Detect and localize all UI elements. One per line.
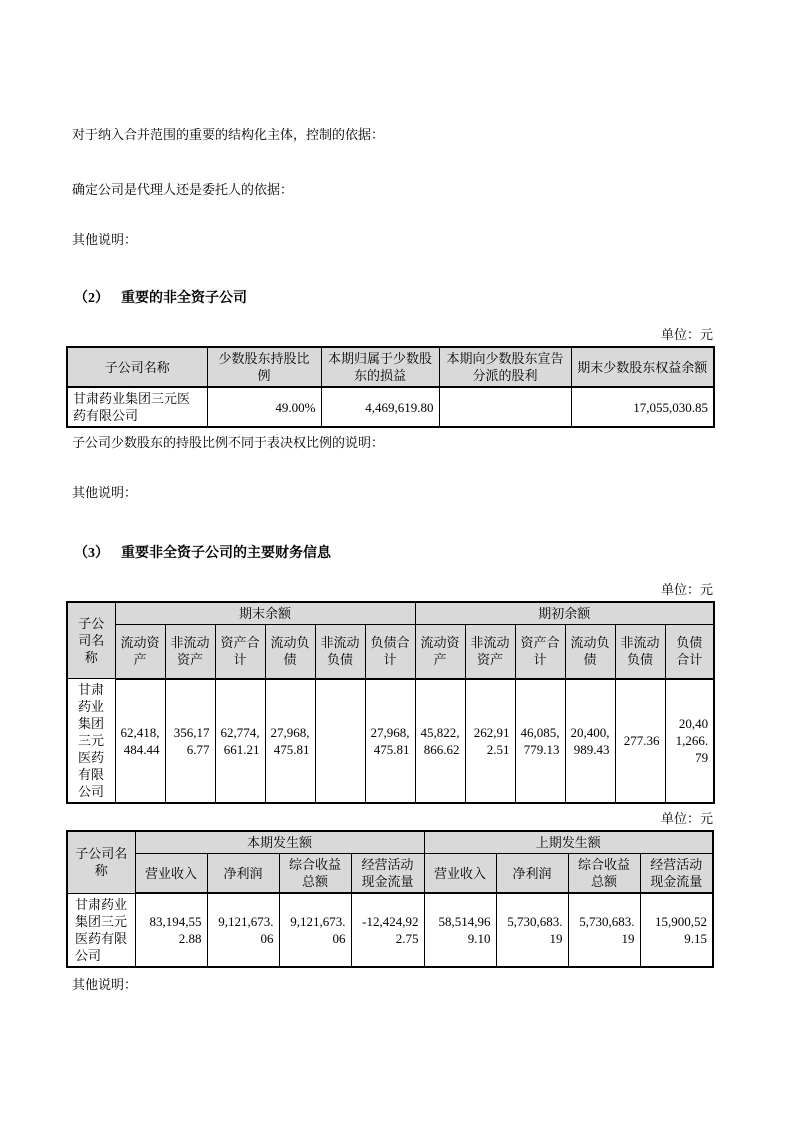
column-header: 非流动资产 [465, 625, 515, 679]
ending-total-liabilities-cell: 27,968,475.81 [365, 679, 415, 804]
beginning-noncurrent-liabilities-cell: 277.36 [615, 679, 665, 804]
corner-header: 子公司名称 [67, 602, 115, 679]
table-row [67, 893, 713, 967]
current-revenue-cell: 83,194,552.88 [135, 893, 207, 967]
column-header: 综合收益总额 [279, 854, 351, 894]
section-heading-2 [66, 290, 713, 308]
column-header: 子公司名称 [67, 347, 207, 387]
income-cashflow-table [66, 830, 714, 968]
paragraph-agent-principal-basis: 确定公司是代理人还是委托人的依据： [72, 182, 294, 197]
dividends-declared-cell [439, 387, 571, 427]
paragraph-other-notes-2: 其他说明： [72, 485, 138, 500]
column-header: 流动负债 [565, 625, 615, 679]
subsidiary-name-cell: 甘肃药业集团三元医药有限公司 [67, 893, 135, 967]
corner-header: 子公司名称 [67, 831, 135, 893]
column-header: 非流动负债 [315, 625, 365, 679]
section-title-2: 重要的非全资子公司 [121, 291, 247, 306]
ending-current-assets-cell: 62,418,484.44 [115, 679, 165, 804]
unit-label-3: 单位：元 [660, 811, 713, 826]
column-header: 负债合计 [365, 625, 415, 679]
group-header-current-period: 本期发生额 [135, 831, 424, 854]
column-header: 本期归属于少数股东的损益 [321, 347, 439, 387]
prior-comprehensive-income-cell: 5,730,683.19 [568, 893, 640, 967]
column-header: 资产合计 [515, 625, 565, 679]
column-header: 流动资产 [415, 625, 465, 679]
ending-noncurrent-liabilities-cell [315, 679, 365, 804]
column-header: 净利润 [496, 854, 568, 894]
column-header: 营业收入 [135, 854, 207, 894]
pl-to-minority-cell: 4,469,619.80 [321, 387, 439, 427]
minority-subsidiaries-table [66, 346, 715, 428]
table-row [67, 679, 714, 804]
subheader-row [67, 625, 714, 679]
paragraph-structured-entity-basis: 对于纳入合并范围的重要的结构化主体，控制的依据： [72, 127, 385, 142]
section-title-3: 重要非全资子公司的主要财务信息 [121, 546, 331, 561]
subsidiary-name-cell: 甘肃药业集团三元医药有限公司 [67, 387, 207, 427]
table-header-row [67, 347, 714, 387]
column-header: 经营活动现金流量 [640, 854, 713, 894]
paragraph-other-notes-3: 其他说明： [72, 976, 138, 992]
ending-total-assets-cell: 62,774,661.21 [215, 679, 265, 804]
group-header-prior-period: 上期发生额 [424, 831, 713, 854]
ending-noncurrent-assets-cell: 356,176.77 [165, 679, 215, 804]
column-header: 净利润 [207, 854, 279, 894]
column-header: 流动资产 [115, 625, 165, 679]
prior-operating-cashflow-cell: 15,900,529.15 [640, 893, 713, 967]
subsidiary-name-cell: 甘肃药业集团三元医药有限公司 [67, 679, 115, 804]
beginning-noncurrent-assets-cell: 262,912.51 [465, 679, 515, 804]
section-number-3: （3） [74, 546, 109, 561]
minority-ratio-cell: 49.00% [207, 387, 321, 427]
paragraph-minority-voting-note: 子公司少数股东的持股比例不同于表决权比例的说明： [72, 435, 385, 450]
table-row [67, 387, 714, 427]
balance-sheet-table [66, 601, 715, 804]
prior-revenue-cell: 58,514,969.10 [424, 893, 496, 967]
column-header: 流动负债 [265, 625, 315, 679]
column-header: 本期向少数股东宣告分派的股利 [439, 347, 571, 387]
current-net-profit-cell: 9,121,673.06 [207, 893, 279, 967]
beginning-current-liabilities-cell: 20,400,989.43 [565, 679, 615, 804]
column-header: 营业收入 [424, 854, 496, 894]
section-heading-3 [66, 545, 713, 563]
column-header: 非流动资产 [165, 625, 215, 679]
current-operating-cashflow-cell: -12,424,922.75 [351, 893, 424, 967]
column-header: 少数股东持股比例 [207, 347, 321, 387]
column-header: 综合收益总额 [568, 854, 640, 894]
beginning-total-assets-cell: 46,085,779.13 [515, 679, 565, 804]
column-header: 非流动负债 [615, 625, 665, 679]
group-header-row [67, 602, 714, 625]
beginning-total-liabilities-cell: 20,401,266.79 [665, 679, 714, 804]
ending-minority-equity-cell: 17,055,030.85 [571, 387, 714, 427]
group-header-beginning-balance: 期初余额 [415, 602, 714, 625]
group-header-row [67, 831, 713, 854]
paragraph-other-notes-1: 其他说明： [72, 232, 138, 247]
prior-net-profit-cell: 5,730,683.19 [496, 893, 568, 967]
unit-label-2: 单位：元 [660, 582, 713, 597]
column-header: 资产合计 [215, 625, 265, 679]
unit-label-1: 单位：元 [660, 327, 713, 342]
group-header-ending-balance: 期末余额 [115, 602, 415, 625]
subheader-row [67, 854, 713, 894]
ending-current-liabilities-cell: 27,968,475.81 [265, 679, 315, 804]
beginning-current-assets-cell: 45,822,866.62 [415, 679, 465, 804]
section-number-2: （2） [74, 291, 109, 306]
column-header: 负债合计 [665, 625, 714, 679]
current-comprehensive-income-cell: 9,121,673.06 [279, 893, 351, 967]
column-header: 经营活动现金流量 [351, 854, 424, 894]
column-header: 期末少数股东权益余额 [571, 347, 714, 387]
